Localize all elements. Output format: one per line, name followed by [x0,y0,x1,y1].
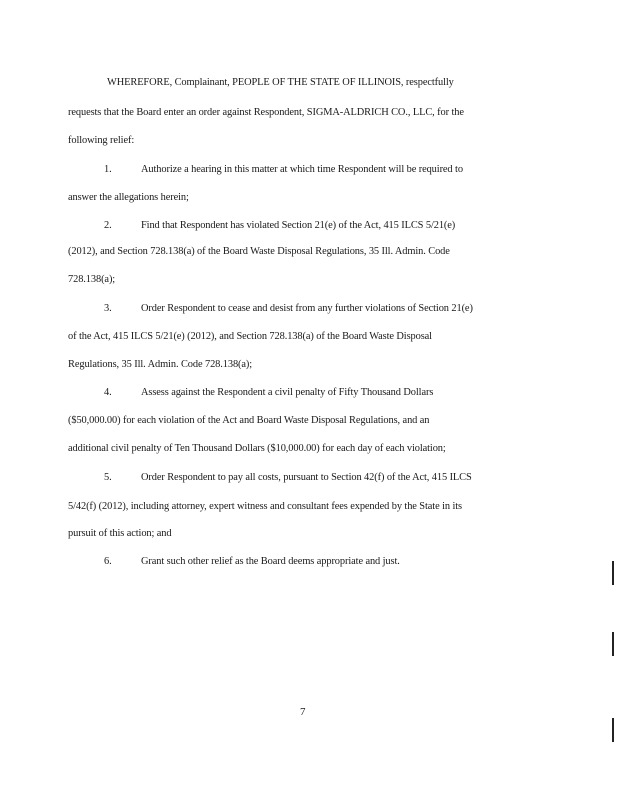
intro-line-1: WHEREFORE, Complainant, PEOPLE OF THE STATE OF ILLINOIS, respectfully [107,77,454,88]
relief-item-number: 1. [104,164,112,175]
relief-item-line: pursuit of this action; and [68,528,172,539]
relief-item-line: ($50,000.00) for each violation of the Act and Board Waste Disposal Regulations, and an [68,415,430,426]
relief-item-line: additional civil penalty of Ten Thousand Dollars ($10,000.00) for each day of each violation; [68,443,446,454]
relief-item-line: 728.138(a); [68,274,116,285]
margin-rule-mark [612,561,614,585]
relief-item-number: 4. [104,387,112,398]
relief-item-line: Order Respondent to pay all costs, pursuant to Section 42(f) of the Act, 415 ILCS [141,472,472,483]
margin-rule-mark [612,718,614,742]
relief-item-number: 6. [104,556,112,567]
relief-item-number: 2. [104,220,112,231]
relief-item-line: Authorize a hearing in this matter at which time Respondent will be required to [141,164,463,175]
relief-item-line: (2012), and Section 728.138(a) of the Board Waste Disposal Regulations, 35 Ill. Admin. Code [68,246,450,257]
relief-item-number: 3. [104,303,112,314]
intro-line-2: requests that the Board enter an order against Respondent, SIGMA-ALDRICH CO., LLC, for the [68,107,464,118]
page-number: 7 [300,706,306,718]
intro-line-3: following relief: [68,135,135,146]
relief-item-line: of the Act, 415 ILCS 5/21(e) (2012), and Section 728.138(a) of the Board Waste Disposal [68,331,432,342]
relief-item-line: Assess against the Respondent a civil penalty of Fifty Thousand Dollars [141,387,434,398]
relief-item-line: Find that Respondent has violated Section 21(e) of the Act, 415 ILCS 5/21(e) [141,220,456,231]
relief-item-line: Order Respondent to cease and desist from any further violations of Section 21(e) [141,303,473,314]
relief-item-line: answer the allegations herein; [68,192,189,203]
relief-item-number: 5. [104,472,112,483]
relief-item-line: Grant such other relief as the Board deems appropriate and just. [141,556,400,567]
relief-item-line: Regulations, 35 Ill. Admin. Code 728.138(a); [68,359,253,370]
relief-item-line: 5/42(f) (2012), including attorney, expert witness and consultant fees expended by the State in its [68,501,462,512]
margin-rule-mark [612,632,614,656]
